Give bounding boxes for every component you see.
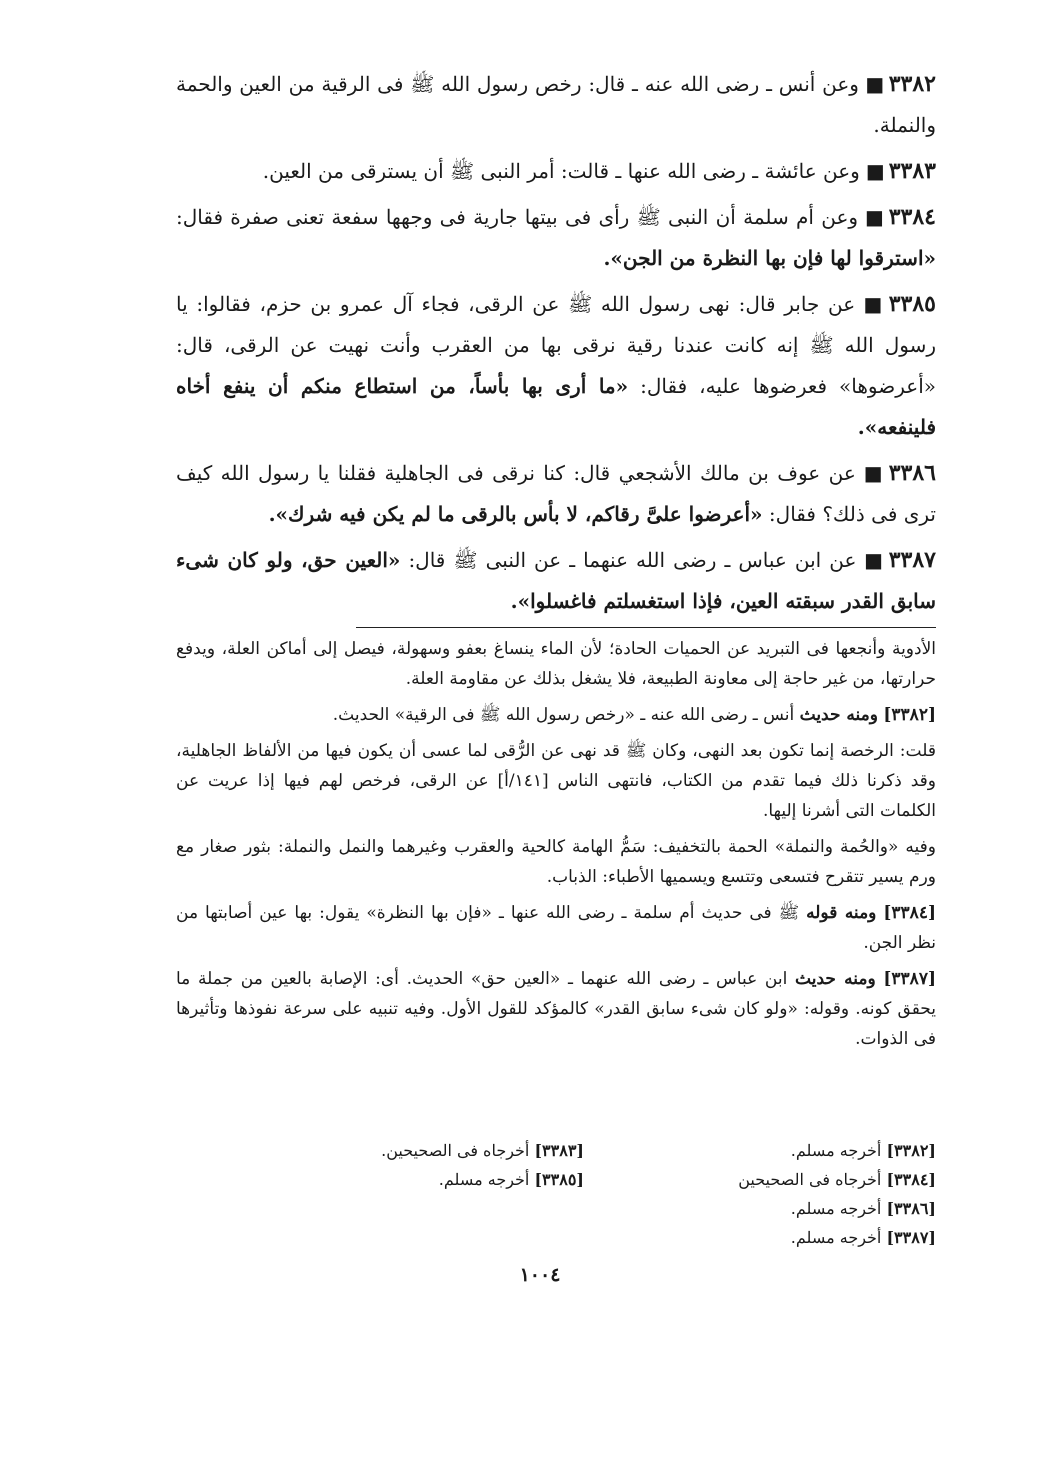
footnote-ref: [٣٣٨٢] bbox=[886, 1141, 936, 1160]
footnotes-left-column bbox=[324, 1136, 584, 1194]
commentary-paragraph bbox=[176, 898, 936, 958]
footnote-ref: [٣٣٨٣] bbox=[534, 1141, 584, 1160]
hadith-text: عن عوف بن مالك الأشجعي قال: كنا نرقى فى الجاهلية فقلنا يا رسول الله كيف ترى فى ذلك؟ فقال: bbox=[176, 461, 936, 526]
footnote bbox=[676, 1165, 936, 1194]
commentary-text: وفيه «والحُمة والنملة» الحمة بالتخفيف: سَمُّ الهامة كالحية والعقرب وغيرهما والنمل والنملة: بثور صغار مع ورم يسير تتقرح فتسعى وتتسع ويسميها الأطباء: الذباب. bbox=[176, 837, 936, 887]
footnote bbox=[324, 1165, 584, 1194]
number-separator: ■ bbox=[865, 159, 885, 183]
section-divider bbox=[356, 627, 936, 628]
footnote-ref: [٣٣٨٤] bbox=[886, 1170, 936, 1189]
number-separator: ■ bbox=[861, 461, 885, 485]
commentary-lead: ومنه قوله bbox=[806, 903, 877, 923]
commentary-text: أنس ـ رضى الله عنه ـ «رخص رسول الله ﷺ فى الرقية» الحديث. bbox=[332, 705, 795, 725]
footnote-ref: [٣٣٨٧] bbox=[886, 1228, 936, 1247]
hadith-text: عن ابن عباس ـ رضى الله عنهما ـ عن النبى ﷺ قال: bbox=[408, 548, 857, 572]
hadith-quote: «استرقوا لها فإن بها النظرة من الجن». bbox=[603, 246, 936, 270]
hadith-3384 bbox=[176, 197, 936, 279]
hadith-number: ٣٣٨٥ bbox=[888, 291, 936, 317]
commentary-ref: [٣٣٨٤] bbox=[883, 903, 936, 923]
footnote-text: أخرجه مسلم. bbox=[790, 1141, 882, 1160]
page-body bbox=[176, 64, 936, 1060]
commentary-text: قلت: الرخصة إنما تكون بعد النهى، وكان ﷺ قد نهى عن الرُّقى لما عسى أن يكون فيها من الألفاظ الجاهلية، وقد ذكرنا ذلك فيما تقدم من الكتاب، فانتهى الناس [١٤١/أ] عن الرقى، فرخص لهم فيها إذا عريت عن الكلمات التى أشرنا إليها. bbox=[176, 741, 936, 821]
footnote bbox=[676, 1194, 936, 1223]
commentary-paragraph bbox=[176, 964, 936, 1054]
commentary-paragraph bbox=[176, 736, 936, 826]
hadith-number: ٣٣٨٢ bbox=[888, 71, 936, 97]
footnote bbox=[324, 1136, 584, 1165]
footnotes-right-column bbox=[676, 1136, 936, 1252]
number-separator: ■ bbox=[861, 292, 885, 316]
commentary-ref: [٣٣٨٧] bbox=[883, 969, 936, 989]
footnote-text: أخرجاه فى الصحيحين. bbox=[381, 1141, 530, 1160]
hadith-number: ٣٣٨٦ bbox=[888, 460, 936, 486]
hadith-text: عن جابر قال: نهى رسول الله ﷺ عن الرقى، فجاء آل عمرو بن حزم، فقالوا: يا رسول الله ﷺ إنه كانت عندنا رقية نرقى بها من العقرب وأنت نهيت عن الرقى، قال: «أعرضوها» فعرضوها عليه، فقال: bbox=[176, 292, 936, 398]
commentary-lead: ومنه حديث bbox=[799, 705, 878, 725]
commentary-paragraph bbox=[176, 832, 936, 892]
footnote-text: أخرجه مسلم. bbox=[790, 1199, 882, 1218]
footnote-text: أخرجه مسلم. bbox=[790, 1228, 882, 1247]
commentary-ref: [٣٣٨٢] bbox=[883, 705, 936, 725]
commentary-paragraph bbox=[176, 634, 936, 694]
footnote-ref: [٣٣٨٦] bbox=[886, 1199, 936, 1218]
commentary-paragraph bbox=[176, 700, 936, 730]
number-separator: ■ bbox=[862, 548, 885, 572]
footnote-ref: [٣٣٨٥] bbox=[534, 1170, 584, 1189]
hadith-number: ٣٣٨٤ bbox=[888, 204, 936, 230]
hadith-number: ٣٣٨٧ bbox=[888, 547, 936, 573]
hadith-3386 bbox=[176, 453, 936, 535]
hadith-list bbox=[176, 64, 936, 622]
number-separator: ■ bbox=[864, 72, 885, 96]
commentary-text: ﷺ فى حديث أم سلمة ـ رضى الله عنها ـ «فإن بها النظرة» يقول: بها عين أصابتها من نظر الجن. bbox=[176, 903, 936, 953]
hadith-text: وعن أم سلمة أن النبى ﷺ رأى فى بيتها جارية فى وجهها سفعة تعنى صفرة فقال: bbox=[176, 205, 859, 229]
hadith-quote: «العين حق، ولو كان شىء سابق القدر سبقته العين، فإذا استغسلتم فاغسلوا». bbox=[176, 548, 936, 613]
commentary bbox=[176, 634, 936, 1054]
commentary-lead: ومنه حديث bbox=[795, 969, 876, 989]
page-number: ١٠٠٤ bbox=[519, 1264, 561, 1286]
commentary-text: الأدوية وأنجعها فى التبريد عن الحميات الحادة؛ لأن الماء ينساغ بعفو وسهولة، فيصل إلى أماكن العلة، ويدفع حرارتها، من غير حاجة إلى معاونة الطبيعة، فلا يشغل بذلك عن مقاومة العلة. bbox=[176, 639, 936, 689]
hadith-3383 bbox=[176, 151, 936, 192]
hadith-3382 bbox=[176, 64, 936, 146]
number-separator: ■ bbox=[864, 205, 885, 229]
footnote-text: أخرجاه فى الصحيحين bbox=[738, 1170, 882, 1189]
footnotes bbox=[330, 1136, 936, 1260]
hadith-quote: «ما أرى بها بأساً، من استطاع منكم أن ينفع أخاه فلينفعه». bbox=[176, 374, 936, 439]
hadith-number: ٣٣٨٣ bbox=[888, 158, 936, 184]
hadith-quote: «أعرضوا علىَّ رقاكم، لا بأس بالرقى ما لم يكن فيه شرك». bbox=[268, 502, 763, 526]
hadith-3387 bbox=[176, 540, 936, 622]
hadith-3385 bbox=[176, 284, 936, 448]
hadith-text: وعن أنس ـ رضى الله عنه ـ قال: رخص رسول الله ﷺ فى الرقية من العين والحمة والنملة. bbox=[176, 72, 936, 137]
commentary-text: ابن عباس ـ رضى الله عنهما ـ «العين حق» الحديث. أى: الإصابة بالعين من جملة ما يحقق كونه. وقوله: «ولو كان شىء سابق القدر» كالمؤكد للقول الأول. وفيه تنبيه على سرعة نفوذها وتأثيرها فى الذوات. bbox=[176, 969, 936, 1049]
footnote bbox=[676, 1223, 936, 1252]
footnote-text: أخرجه مسلم. bbox=[438, 1170, 530, 1189]
hadith-text: وعن عائشة ـ رضى الله عنها ـ قالت: أمر النبى ﷺ أن يسترقى من العين. bbox=[262, 159, 860, 183]
footnote bbox=[676, 1136, 936, 1165]
